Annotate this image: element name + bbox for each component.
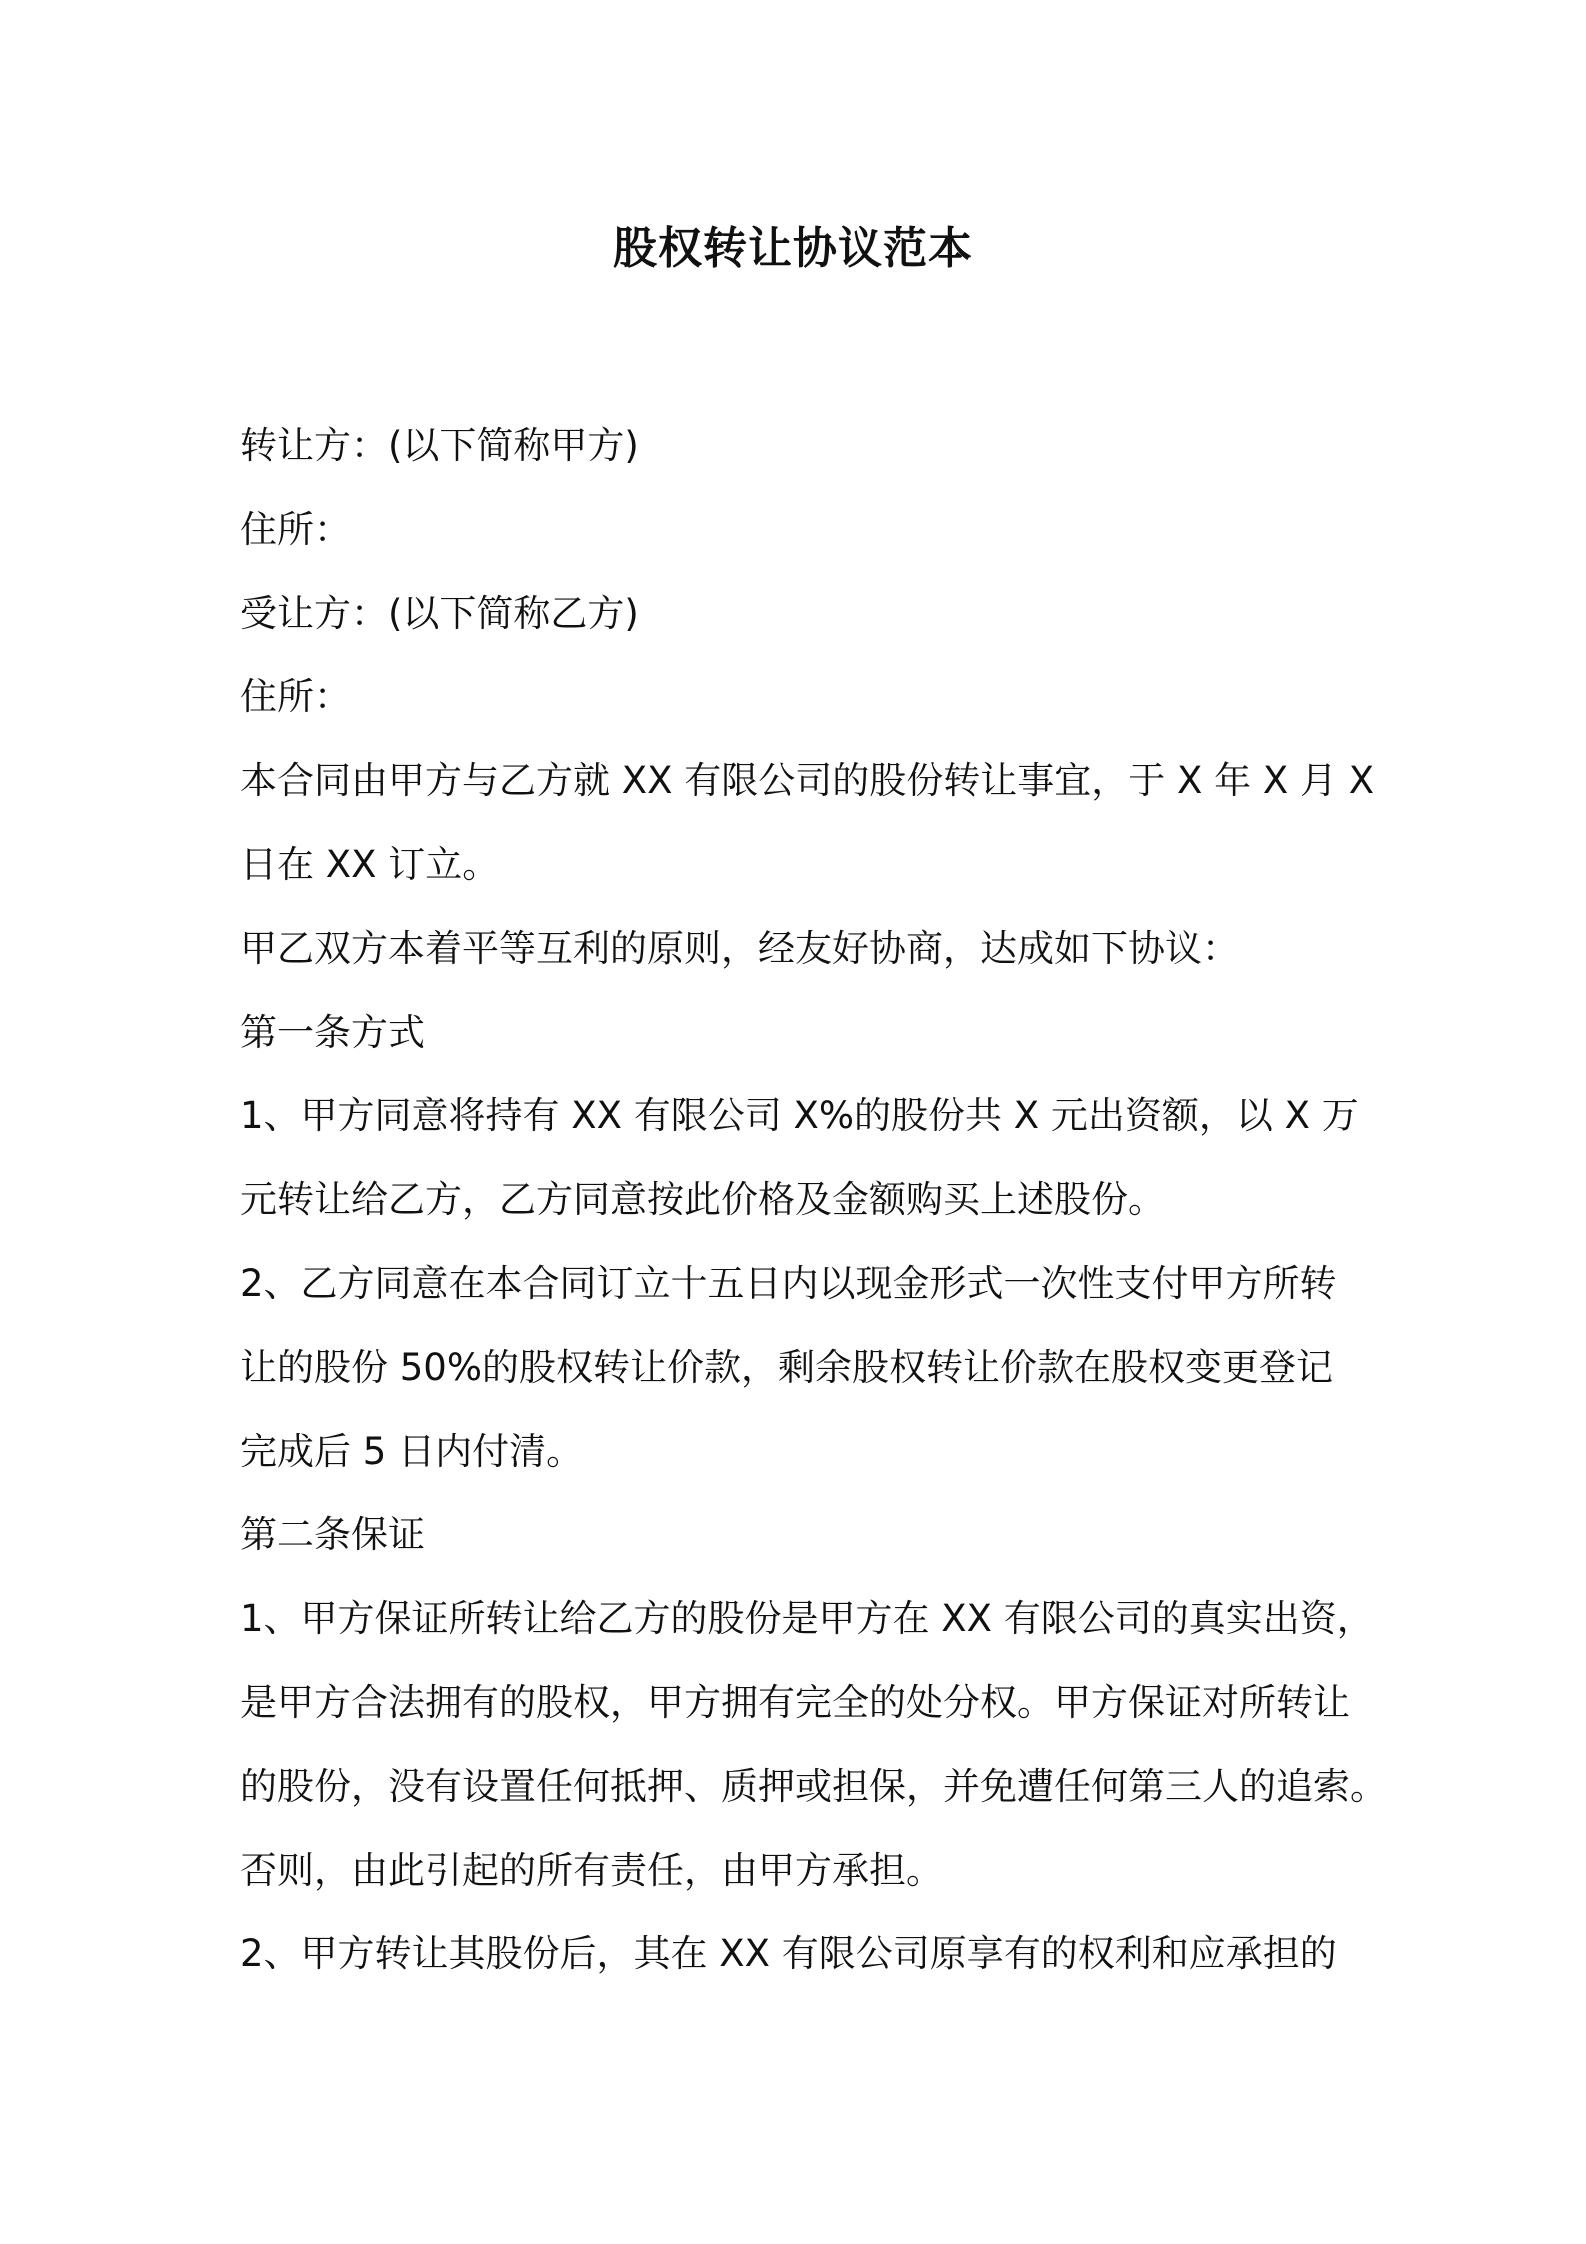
article-2-clause-1-line-2: 是甲方合法拥有的股权，甲方拥有完全的处分权。甲方保证对所转让 — [240, 1680, 1350, 1724]
document-body — [240, 404, 1387, 1996]
contract-intro-line-2: 日在 XX 订立。 — [240, 842, 500, 886]
party-a-address-line: 住所： — [240, 507, 351, 551]
party-a-line: 转让方：(以下简称甲方) — [240, 424, 639, 467]
contract-intro-line-1: 本合同由甲方与乙方就 XX 有限公司的股份转让事宜，于 X 年 X 月 X — [240, 759, 1375, 803]
article-2-clause-1-line-3: 的股份，没有设置任何抵押、质押或担保，并免遭任何第三人的追索。 — [240, 1764, 1387, 1808]
article-1-clause-1-line-2: 元转让给乙方，乙方同意按此价格及金额购买上述股份。 — [240, 1178, 1165, 1222]
document-title: 股权转让协议范本 — [613, 223, 973, 274]
article-2-clause-2-line-1: 2、甲方转让其股份后，其在 XX 有限公司原享有的权利和应承担的 — [240, 1932, 1337, 1976]
party-b-address-line: 住所： — [240, 675, 351, 719]
article-1-clause-2-line-3: 完成后 5 日内付清。 — [240, 1429, 584, 1473]
article-1-heading: 第一条方式 — [240, 1010, 425, 1054]
article-2-clause-1-line-1: 1、甲方保证所转让给乙方的股份是甲方在 XX 有限公司的真实出资， — [240, 1597, 1374, 1641]
party-b-line: 受让方：(以下简称乙方) — [240, 591, 639, 635]
article-1-clause-2-line-2: 让的股份 50%的股权转让价款，剩余股权转让价款在股权变更登记 — [240, 1345, 1333, 1389]
article-1-clause-1-line-1: 1、甲方同意将持有 XX 有限公司 X%的股份共 X 元出资额，以 X 万 — [240, 1094, 1359, 1138]
article-1-clause-2-line-1: 2、乙方同意在本合同订立十五日内以现金形式一次性支付甲方所转 — [240, 1261, 1337, 1305]
article-2-heading: 第二条保证 — [240, 1513, 425, 1557]
article-2-clause-1-line-4: 否则，由此引起的所有责任，由甲方承担。 — [240, 1848, 943, 1892]
agreement-statement-line: 甲乙双方本着平等互利的原则，经友好协商，达成如下协议： — [240, 926, 1239, 970]
